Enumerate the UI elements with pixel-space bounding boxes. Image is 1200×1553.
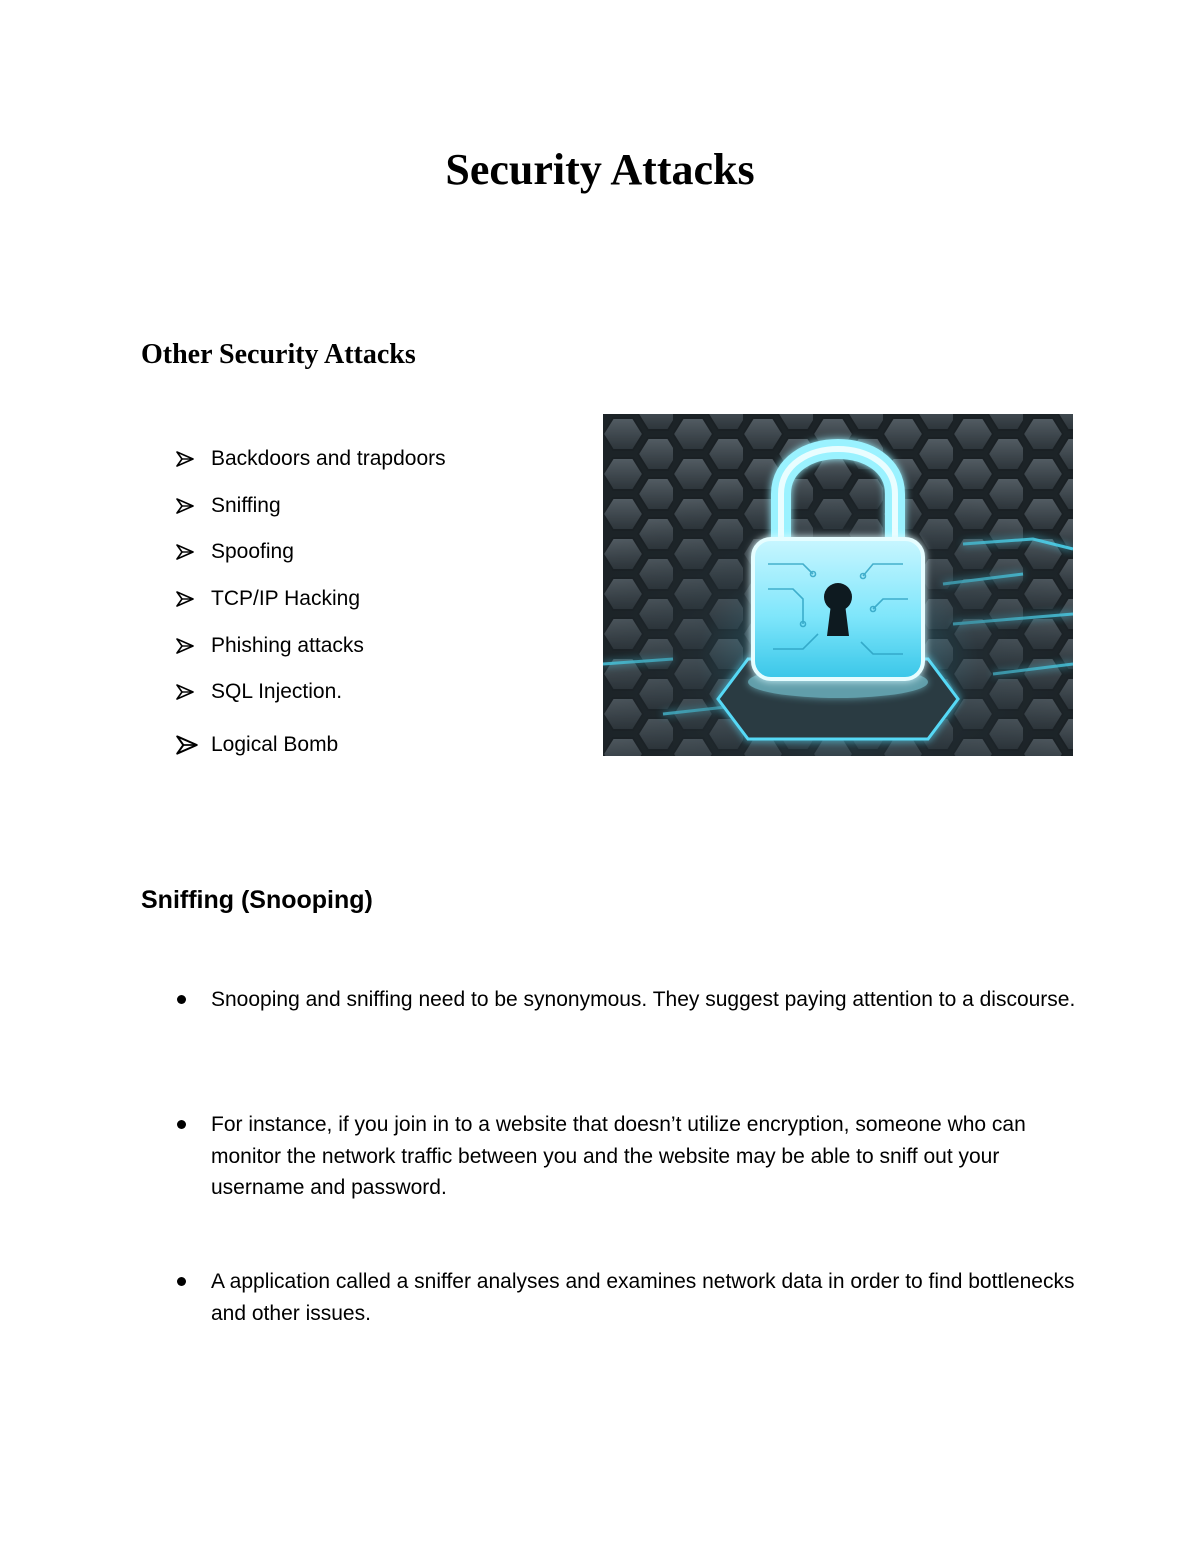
arrowhead-bullet-icon (176, 450, 211, 468)
section-heading-sniffing: Sniffing (Snooping) (141, 886, 373, 914)
bullet-text: A application called a sniffer analyses and examines network data in order to find bottlenecks and other issues. (211, 1270, 1075, 1325)
list-item-label: SQL Injection. (211, 680, 343, 704)
list-item (176, 529, 446, 576)
bullet-text: Snooping and sniffing need to be synonymous. They suggest paying attention to a discourse. (211, 988, 1076, 1011)
bullet-dot-icon (176, 1109, 211, 1204)
list-item (176, 722, 446, 769)
list-item (176, 1109, 1076, 1204)
bullet-dot-icon (176, 984, 211, 1016)
bullet-text: For instance, if you join in to a website that doesn’t utilize encryption, someone who can monitor the network traffic between you and the website may be able to sniff out your username and password. (211, 1113, 1026, 1199)
arrowhead-bullet-icon (176, 637, 211, 655)
list-item (176, 576, 446, 623)
list-item (176, 669, 446, 716)
attack-list (176, 436, 446, 768)
padlock-image (603, 414, 1073, 756)
list-item-label: Phishing attacks (211, 633, 364, 657)
section-heading-other-attacks: Other Security Attacks (141, 339, 416, 370)
list-item-label: Sniffing (211, 493, 281, 517)
arrowhead-bullet-icon (176, 734, 211, 756)
list-item-label: Backdoors and trapdoors (211, 447, 446, 471)
list-item (176, 984, 1076, 1016)
arrowhead-bullet-icon (176, 590, 211, 608)
bullet-dot-icon (176, 1266, 211, 1329)
arrowhead-bullet-icon (176, 543, 211, 561)
list-item-label: Logical Bomb (211, 732, 339, 756)
padlock-icon (603, 414, 1073, 756)
list-item (176, 622, 446, 669)
page-title: Security Attacks (445, 145, 755, 194)
list-item-label: Spoofing (211, 540, 294, 564)
list-item (176, 1266, 1076, 1329)
arrowhead-bullet-icon (176, 683, 211, 701)
list-item (176, 483, 446, 530)
list-item (176, 436, 446, 483)
list-item-label: TCP/IP Hacking (211, 587, 360, 611)
arrowhead-bullet-icon (176, 497, 211, 515)
